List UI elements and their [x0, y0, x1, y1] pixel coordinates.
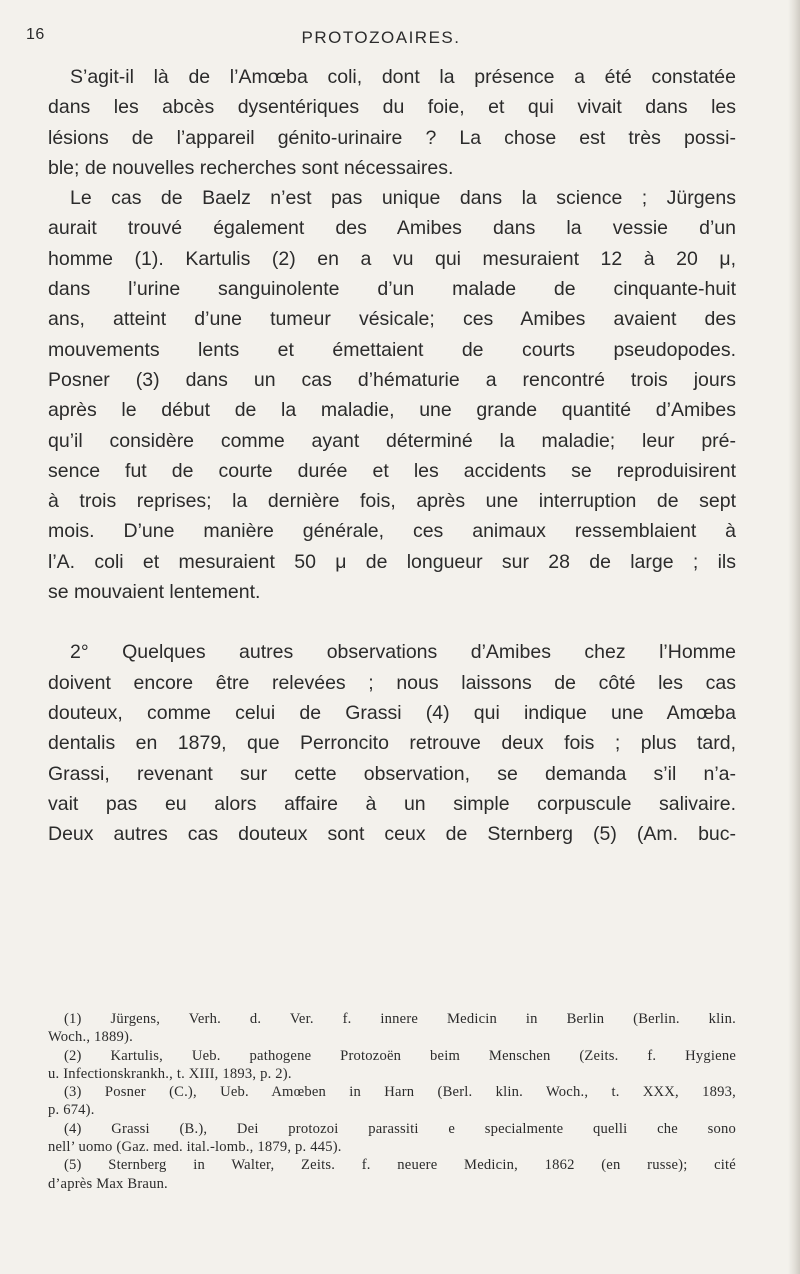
page-number: 16 [26, 26, 45, 43]
body-line: doivent encore être relevées ; nous laissons de côté les cas [48, 671, 736, 694]
body-line: mouvements lents et émettaient de courts pseudopodes. [48, 338, 736, 361]
footnote-line: (4) Grassi (B.), Dei protozoi parassiti e specialmente quelli che sono [64, 1120, 736, 1137]
footnote-line: u. Infectionskrankh., t. XIII, 1893, p. 2). [48, 1065, 292, 1082]
body-line: ans, atteint d’une tumeur vésicale; ces Amibes avaient des [48, 308, 736, 331]
body-line: Grassi, revenant sur cette observation, se demanda s’il n’a- [48, 762, 736, 785]
body-line: lésions de l’appareil génito-urinaire ? La chose est très possi- [48, 126, 736, 149]
body-line: 2° Quelques autres observations d’Amibes chez l’Homme [70, 641, 736, 664]
page-edge-shadow [788, 0, 800, 1274]
body-line: mois. D’une manière générale, ces animaux ressemblaient à [48, 520, 736, 543]
body-line: ble; de nouvelles recherches sont nécessaires. [48, 156, 454, 179]
running-title: PROTOZOAIRES. [301, 28, 461, 47]
body-line: à trois reprises; la dernière fois, après une interruption de sept [48, 490, 736, 513]
body-line: l’A. coli et mesuraient 50 μ de longueur sur 28 de large ; ils [48, 550, 736, 573]
footnote-line: (1) Jürgens, Verh. d. Ver. f. innere Medicin in Berlin (Berlin. klin. [64, 1011, 736, 1027]
paragraph-gap [48, 607, 736, 637]
footnote-line: Woch., 1889). [48, 1029, 133, 1046]
body-line: Deux autres cas douteux sont ceux de Sternberg (5) (Am. buc- [48, 823, 736, 846]
footnote-line: d’après Max Braun. [48, 1175, 168, 1192]
footnote-line: nell’ uomo (Gaz. med. ital.-lomb., 1879, p. 445). [48, 1139, 342, 1156]
body-text [48, 62, 736, 849]
footnote-line: p. 674). [48, 1102, 95, 1119]
body-line: dans l’urine sanguinolente d’un malade de cinquante-huit [48, 278, 736, 301]
body-line: vait pas eu alors affaire à un simple corpuscule salivaire. [48, 792, 736, 815]
body-line: homme (1). Kartulis (2) en a vu qui mesuraient 12 à 20 μ, [48, 247, 736, 270]
body-line: qu’il considère comme ayant déterminé la maladie; leur pré- [48, 429, 736, 452]
body-line: douteux, comme celui de Grassi (4) qui indique une Amœba [48, 701, 736, 724]
footnote-line: (3) Posner (C.), Ueb. Amœben in Harn (Berl. klin. Woch., t. XXX, 1893, [64, 1084, 736, 1101]
body-line: sence fut de courte durée et les accidents se reproduisirent [48, 459, 736, 482]
page-header [26, 26, 736, 50]
footnote-line: (2) Kartulis, Ueb. pathogene Protozoën beim Menschen (Zeits. f. Hygiene [64, 1047, 736, 1064]
body-line: dentalis en 1879, que Perroncito retrouve deux fois ; plus tard, [48, 732, 736, 755]
body-line: après le début de la maladie, une grande quantité d’Amibes [48, 399, 736, 422]
body-line: Posner (3) dans un cas d’hématurie a rencontré trois jours [48, 368, 736, 391]
body-line: Le cas de Baelz n’est pas unique dans la science ; Jürgens [70, 187, 736, 210]
footnotes [48, 1010, 736, 1193]
footnote-line: (5) Sternberg in Walter, Zeits. f. neuere Medicin, 1862 (en russe); cité [64, 1157, 736, 1174]
body-line: dans les abcès dysentériques du foie, et qui vivait dans les [48, 96, 736, 119]
body-line: S’agit-il là de l’Amœba coli, dont la présence a été constatée [70, 66, 736, 88]
body-line: se mouvaient lentement. [48, 581, 261, 604]
body-line: aurait trouvé également des Amibes dans la vessie d’un [48, 217, 736, 240]
